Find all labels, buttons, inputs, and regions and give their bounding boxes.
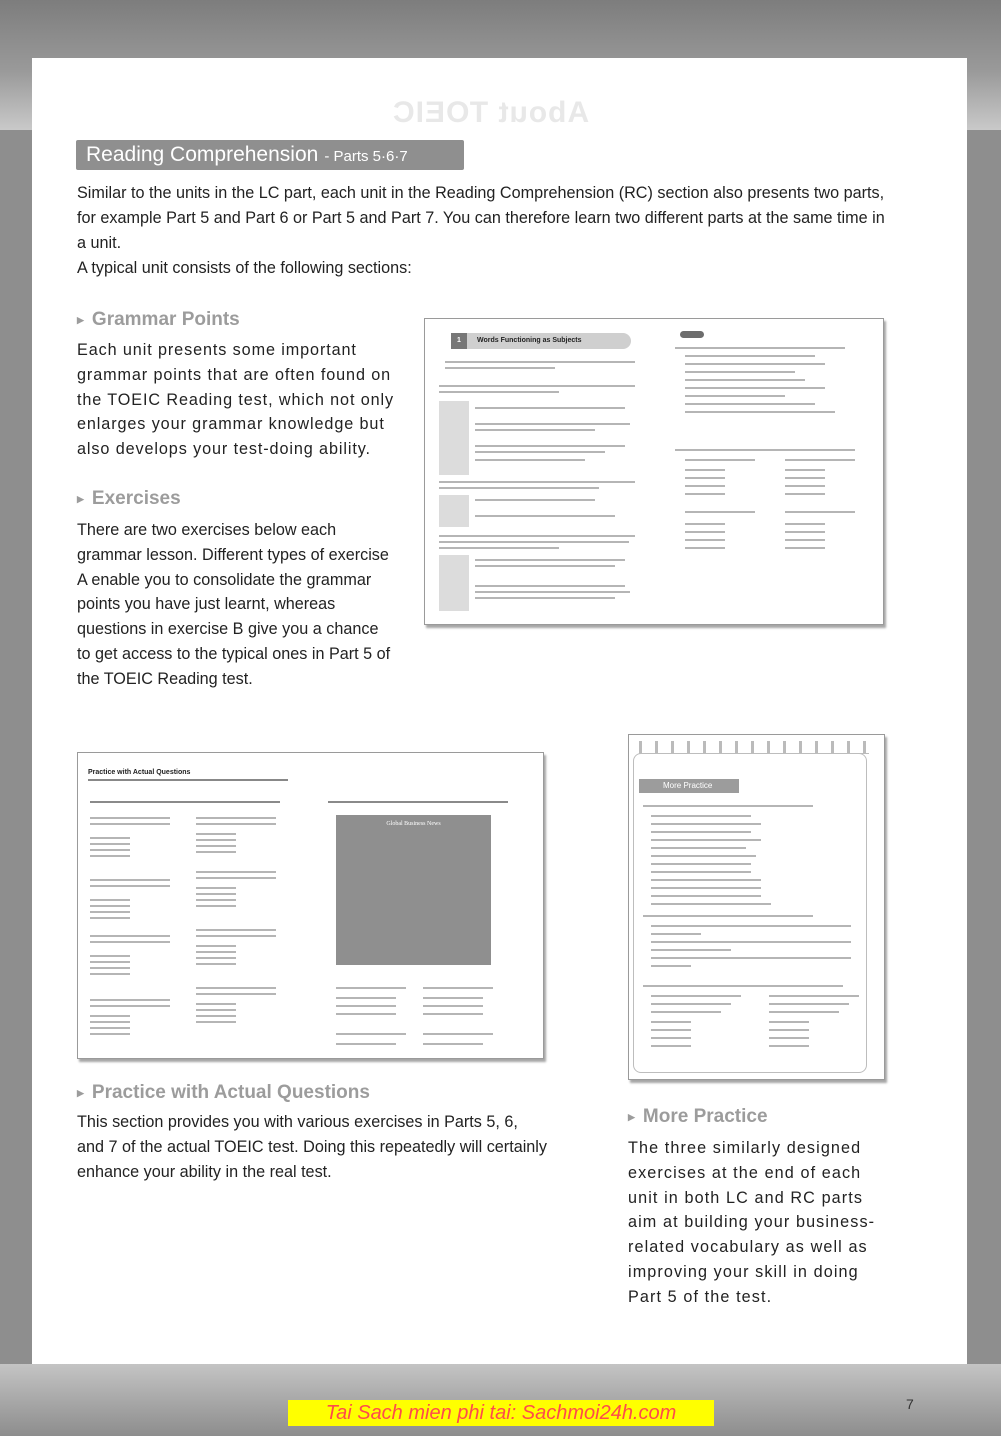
text-line xyxy=(90,1015,130,1017)
text-line xyxy=(685,493,725,495)
grammar-sample-badge xyxy=(451,333,631,349)
text-line xyxy=(90,955,130,957)
text-line xyxy=(651,823,761,825)
exercise-tag-icon xyxy=(680,331,704,338)
practice-text: This section provides you with various exercises in Parts 5, 6, and 7 of the actual TOEIC test. Doing this repeatedly will certainly enhance your ability in the real test. xyxy=(77,1113,547,1181)
section-parts: - Parts 5·6·7 xyxy=(324,148,408,165)
text-line xyxy=(785,511,855,513)
text-line xyxy=(475,591,630,593)
text-line xyxy=(336,1043,396,1045)
text-line xyxy=(423,987,493,989)
text-line xyxy=(785,531,825,533)
grammar-points-text: Each unit presents some important grammar points that are often found on the TOEIC Reading test, which not only enlarges your grammar knowledge but also develops your test-doing ability. xyxy=(77,341,395,459)
text-line xyxy=(785,459,855,461)
text-line xyxy=(685,355,815,357)
text-line xyxy=(651,957,851,959)
text-line xyxy=(196,823,276,825)
text-line xyxy=(475,459,585,461)
text-line xyxy=(336,1033,406,1035)
text-line xyxy=(685,379,805,381)
bullet-triangle-icon: ▶ xyxy=(77,314,84,325)
text-line xyxy=(196,851,236,853)
text-line xyxy=(651,887,761,889)
practice-sample-title: Practice with Actual Questions xyxy=(88,769,191,776)
text-line xyxy=(785,547,825,549)
text-line xyxy=(90,905,130,907)
text-line xyxy=(439,391,559,393)
text-line xyxy=(769,1045,809,1047)
text-line xyxy=(90,823,170,825)
footer-source-link[interactable]: Tai Sach mien phi tai: Sachmoi24h.com xyxy=(288,1400,714,1426)
text-line xyxy=(685,547,725,549)
text-line xyxy=(685,539,725,541)
text-line xyxy=(196,987,276,989)
text-line xyxy=(651,815,751,817)
text-line xyxy=(651,949,731,951)
text-line xyxy=(685,511,755,513)
practice-sample-rule xyxy=(88,779,288,781)
section-title: Reading Comprehension xyxy=(86,143,319,166)
more-practice-heading xyxy=(628,1106,768,1128)
text-line xyxy=(769,1021,809,1023)
text-line xyxy=(196,887,236,889)
text-line xyxy=(651,1029,691,1031)
grammar-points-heading xyxy=(77,309,240,331)
text-line xyxy=(196,957,236,959)
text-line xyxy=(651,1021,691,1023)
text-line xyxy=(785,493,825,495)
text-line xyxy=(423,1043,483,1045)
text-line xyxy=(439,385,635,387)
text-line xyxy=(475,423,630,425)
text-line xyxy=(651,903,771,905)
text-line xyxy=(685,469,725,471)
text-line xyxy=(90,973,130,975)
page-number: 7 xyxy=(906,1396,914,1412)
text-line xyxy=(785,539,825,541)
more-practice-text: The three similarly designed exercises at the end of each unit in both LC and RC parts aim at building your business-related vocabulary as well as improving your skill in doing Part 5 of the test. xyxy=(628,1139,876,1306)
text-line xyxy=(651,1003,731,1005)
text-line xyxy=(196,845,236,847)
text-line xyxy=(685,387,825,389)
text-line xyxy=(475,445,625,447)
text-line xyxy=(769,995,859,997)
text-line xyxy=(675,449,855,451)
section-banner xyxy=(76,140,464,170)
text-line xyxy=(196,839,236,841)
text-line xyxy=(769,1011,839,1013)
text-line xyxy=(651,831,751,833)
text-line xyxy=(651,933,701,935)
practice-sample-thumbnail xyxy=(77,752,544,1059)
text-line xyxy=(90,1033,130,1035)
text-line xyxy=(336,1013,396,1015)
text-line xyxy=(90,885,170,887)
text-line xyxy=(90,843,130,845)
intro-typical: A typical unit consists of the following sections: xyxy=(77,259,412,277)
grammar-sample-number: 1 xyxy=(451,333,467,349)
text-line xyxy=(196,1021,236,1023)
text-line xyxy=(475,565,615,567)
text-line xyxy=(785,469,825,471)
text-line xyxy=(475,597,615,599)
text-line xyxy=(439,481,635,483)
text-line xyxy=(196,1015,236,1017)
text-line xyxy=(90,837,130,839)
text-line xyxy=(651,863,751,865)
text-line xyxy=(651,871,751,873)
text-line xyxy=(439,535,635,537)
text-line xyxy=(651,855,756,857)
text-line xyxy=(423,1033,493,1035)
intro-paragraph: Similar to the units in the LC part, each unit in the Reading Comprehension (RC) section also presents two parts, for example Part 5 and Part 6 or Part 5 and Part 7. You can therefore learn two different parts at the same time in a unit. xyxy=(77,184,885,252)
text-line xyxy=(90,961,130,963)
text-line xyxy=(196,951,236,953)
practice-sample-article xyxy=(336,815,491,965)
text-line xyxy=(651,941,851,943)
text-line xyxy=(90,801,280,803)
text-line xyxy=(651,847,746,849)
text-line xyxy=(643,915,813,917)
practice-title: Practice with Actual Questions xyxy=(91,1082,370,1103)
text-line xyxy=(196,817,276,819)
text-line xyxy=(423,1005,483,1007)
text-line xyxy=(769,1003,849,1005)
text-line xyxy=(475,515,615,517)
text-line xyxy=(90,935,170,937)
bullet-triangle-icon: ▶ xyxy=(77,493,84,504)
example-label-column xyxy=(439,555,469,611)
text-line xyxy=(785,485,825,487)
text-line xyxy=(196,905,236,907)
text-line xyxy=(90,941,170,943)
notebook-frame xyxy=(633,753,867,1073)
article-title: Global Business News xyxy=(386,821,441,827)
text-line xyxy=(651,895,761,897)
text-line xyxy=(336,987,406,989)
text-line xyxy=(651,1011,721,1013)
text-line xyxy=(685,395,785,397)
text-line xyxy=(196,929,276,931)
text-line xyxy=(90,917,130,919)
text-line xyxy=(328,801,508,803)
text-line xyxy=(785,477,825,479)
text-line xyxy=(685,363,825,365)
text-line xyxy=(196,871,276,873)
text-line xyxy=(423,997,483,999)
text-line xyxy=(445,361,635,363)
text-line xyxy=(475,407,625,409)
text-line xyxy=(90,911,130,913)
text-line xyxy=(651,925,851,927)
text-line xyxy=(196,893,236,895)
example-label-column xyxy=(439,495,469,527)
text-line xyxy=(90,1021,130,1023)
text-line xyxy=(196,945,236,947)
text-line xyxy=(196,993,276,995)
exercises-heading xyxy=(77,488,181,510)
grammar-sample-thumbnail xyxy=(424,318,884,625)
text-line xyxy=(651,995,741,997)
text-line xyxy=(90,967,130,969)
text-line xyxy=(90,849,130,851)
text-line xyxy=(90,1027,130,1029)
exercises-title: Exercises xyxy=(91,488,181,509)
text-line xyxy=(685,477,725,479)
text-line xyxy=(90,999,170,1001)
text-line xyxy=(769,1037,809,1039)
text-line xyxy=(685,485,725,487)
grammar-points-title: Grammar Points xyxy=(91,309,240,330)
text-line xyxy=(90,879,170,881)
text-line xyxy=(90,855,130,857)
text-line xyxy=(423,1013,483,1015)
text-line xyxy=(475,429,595,431)
text-line xyxy=(196,899,236,901)
text-line xyxy=(196,1003,236,1005)
text-line xyxy=(336,1005,396,1007)
text-line xyxy=(439,541,629,543)
exercises-text: There are two exercises below each grammar lesson. Different types of exercise A enable you to consolidate the grammar points you have just learnt, whereas questions in exercise B give you a chance to get access to the typical ones in Part 5 of the TOEIC Reading test. xyxy=(77,521,391,688)
text-line xyxy=(651,965,691,967)
text-line xyxy=(785,523,825,525)
text-line xyxy=(196,1009,236,1011)
text-line xyxy=(685,403,815,405)
text-line xyxy=(685,523,725,525)
grammar-sample-title: Words Functioning as Subjects xyxy=(477,337,582,344)
text-line xyxy=(445,367,555,369)
text-line xyxy=(196,935,276,937)
text-line xyxy=(643,985,843,987)
text-line xyxy=(336,997,396,999)
text-line xyxy=(685,371,795,373)
text-line xyxy=(643,805,813,807)
text-line xyxy=(769,1029,809,1031)
text-line xyxy=(685,411,835,413)
more-practice-title: More Practice xyxy=(642,1106,768,1127)
bullet-triangle-icon: ▶ xyxy=(77,1087,84,1098)
text-line xyxy=(196,833,236,835)
text-line xyxy=(651,839,761,841)
more-practice-sample-thumbnail xyxy=(628,734,885,1080)
text-line xyxy=(651,1045,691,1047)
text-line xyxy=(196,963,236,965)
bullet-triangle-icon: ▶ xyxy=(628,1111,635,1122)
text-line xyxy=(196,877,276,879)
text-line xyxy=(475,499,595,501)
bleed-through-title: About TOEIC xyxy=(392,96,590,129)
practice-heading xyxy=(77,1082,370,1104)
text-line xyxy=(675,347,845,349)
text-line xyxy=(475,559,625,561)
text-line xyxy=(439,487,599,489)
text-line xyxy=(651,879,761,881)
example-label-column xyxy=(439,401,469,475)
more-practice-sample-title: More Practice xyxy=(639,779,739,793)
text-line xyxy=(651,1037,691,1039)
text-line xyxy=(90,899,130,901)
text-line xyxy=(90,817,170,819)
text-line xyxy=(439,547,559,549)
text-line xyxy=(685,459,755,461)
text-line xyxy=(90,1005,170,1007)
text-line xyxy=(475,585,625,587)
text-line xyxy=(475,451,605,453)
text-line xyxy=(685,531,725,533)
